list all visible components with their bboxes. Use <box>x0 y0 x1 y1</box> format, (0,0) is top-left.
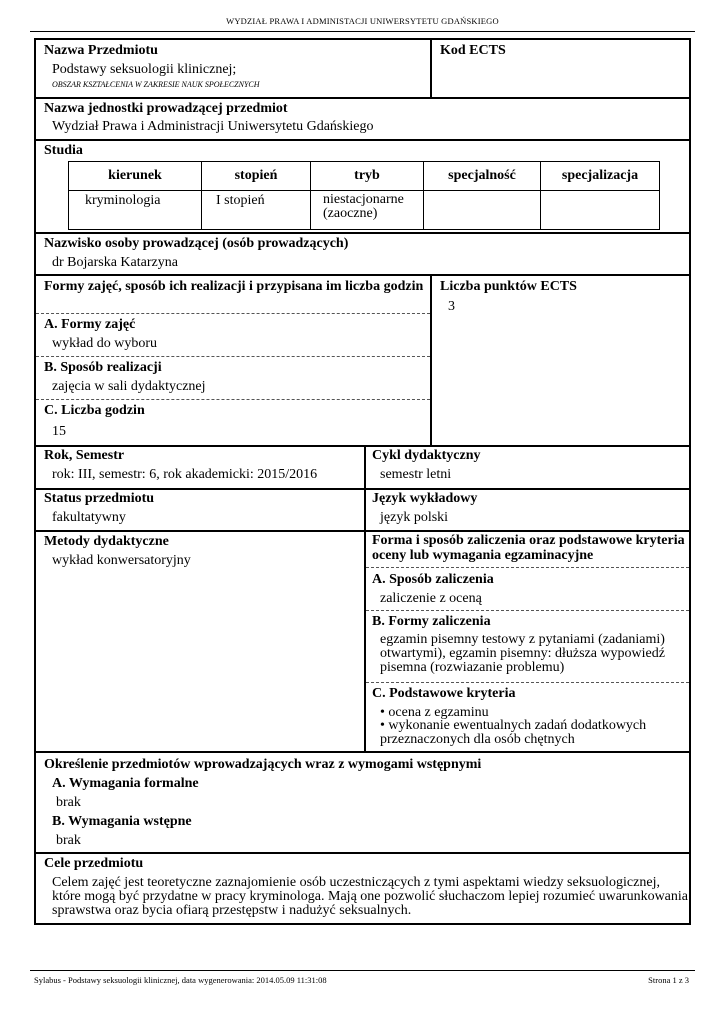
methods-value: wykład konwersatoryjny <box>52 553 191 568</box>
prereq-b-value: brak <box>56 833 81 848</box>
footer-divider <box>30 970 695 971</box>
studies-table <box>68 161 660 230</box>
teacher-label: Nazwisko osoby prowadzącej (osób prowadzących) <box>44 236 349 251</box>
divider <box>366 567 689 568</box>
divider <box>34 751 691 753</box>
studies-header-cell: tryb <box>311 162 424 191</box>
divider <box>34 445 691 447</box>
divider <box>34 232 691 234</box>
divider <box>430 38 432 97</box>
divider <box>34 97 691 99</box>
studies-header-cell: specjalizacja <box>541 162 660 191</box>
assessment-b-label: B. Formy zaliczenia <box>372 614 491 629</box>
assessment-a-value: zaliczenie z oceną <box>380 591 482 606</box>
unit-value: Wydział Prawa i Administracji Uniwersytetu Gdańskiego <box>52 119 374 134</box>
ects-code-label: Kod ECTS <box>440 43 506 58</box>
divider <box>36 313 430 314</box>
divider <box>430 274 432 445</box>
studies-header-cell: specjalność <box>424 162 541 191</box>
page-footer-title: Sylabus - Podstawy seksuologii klinicznej, data wygenerowania: 2014.05.09 11:31:08 <box>34 975 327 985</box>
assessment-a-label: A. Sposób zaliczenia <box>372 572 494 587</box>
studies-cell: I stopień <box>202 191 311 230</box>
studies-cell <box>541 191 660 230</box>
studies-cell <box>424 191 541 230</box>
ects-points-label: Liczba punktów ECTS <box>440 279 577 294</box>
divider <box>366 682 689 683</box>
language-value: język polski <box>380 510 449 525</box>
studies-header-cell: kierunek <box>69 162 202 191</box>
ects-points-value: 3 <box>448 299 455 314</box>
assessment-b-value: egzamin pisemny testowy z pytaniami (zadaniami) otwartymi), egzamin pisemny: dłuższa wypowiedź pisemna (rozwiazanie problemu) <box>380 632 665 675</box>
goals-label: Cele przedmiotu <box>44 856 144 871</box>
unit-label: Nazwa jednostki prowadzącej przedmiot <box>44 101 288 116</box>
divider <box>36 399 430 400</box>
studies-header-row <box>69 162 660 191</box>
divider <box>34 530 691 532</box>
cycle-value: semestr letni <box>380 467 452 482</box>
prereq-a-label: A. Wymagania formalne <box>52 776 199 791</box>
divider <box>364 445 366 751</box>
teacher-value: dr Bojarska Katarzyna <box>52 255 178 270</box>
subject-value: Podstawy seksuologii klinicznej; <box>52 62 237 77</box>
forms-label: Formy zajęć, sposób ich realizacji i przypisana im liczba godzin <box>44 279 424 294</box>
prereq-a-value: brak <box>56 795 81 810</box>
header-divider <box>30 31 695 32</box>
language-label: Język wykładowy <box>372 491 478 506</box>
assessment-c-item: • ocena z egzaminu <box>380 705 489 720</box>
forms-c-value: 15 <box>52 424 66 439</box>
studies-cell: kryminologia <box>69 191 202 230</box>
studies-cell: niestacjonarne (zaoczne) <box>311 191 424 230</box>
year-label: Rok, Semestr <box>44 448 125 463</box>
assessment-label: Forma i sposób zaliczenia oraz podstawowe kryteria oceny lub wymagania egzaminacyjne <box>372 533 685 563</box>
page-header: WYDZIAŁ PRAWA I ADMINISTACJI UNIWERSYTETU GDAŃSKIEGO <box>226 16 499 26</box>
page-number: Strona 1 z 3 <box>648 975 689 985</box>
divider <box>36 356 430 357</box>
year-value: rok: III, semestr: 6, rok akademicki: 2015/2016 <box>52 467 318 482</box>
goals-value: Celem zajęć jest teoretyczne zaznajomienie osób uczestniczących z tymi aspektami wiedzy seksuologicznej, które mogą być przydatne w pracy kryminologa. Mają one pozwolić słuchaczom lepiej rozumieć uwarunkowania sprawstwa oraz bycia ofiarą przestępstw i nadużyć seksualnych. <box>52 875 688 918</box>
assessment-c-label: C. Podstawowe kryteria <box>372 686 516 701</box>
forms-c-label: C. Liczba godzin <box>44 403 145 418</box>
studies-label: Studia <box>44 143 83 158</box>
prereq-label: Określenie przedmiotów wprowadzających wraz z wymogami wstępnymi <box>44 757 482 772</box>
subject-label: Nazwa Przedmiotu <box>44 43 158 58</box>
status-label: Status przedmiotu <box>44 491 155 506</box>
status-value: fakultatywny <box>52 510 126 525</box>
forms-a-label: A. Formy zajęć <box>44 317 136 332</box>
divider <box>34 139 691 141</box>
cycle-label: Cykl dydaktyczny <box>372 448 481 463</box>
forms-b-label: B. Sposób realizacji <box>44 360 162 375</box>
divider <box>366 610 689 611</box>
assessment-c-item: • wykonanie ewentualnych zadań dodatkowych przeznaczonych dla osób chętnych <box>380 718 647 747</box>
divider <box>34 274 691 276</box>
forms-a-value: wykład do wyboru <box>52 336 157 351</box>
prereq-b-label: B. Wymagania wstępne <box>52 814 192 829</box>
methods-label: Metody dydaktyczne <box>44 534 169 549</box>
studies-data-row <box>69 191 660 230</box>
divider <box>34 488 691 490</box>
forms-b-value: zajęcia w sali dydaktycznej <box>52 379 206 394</box>
studies-header-cell: stopień <box>202 162 311 191</box>
subject-note: OBSZAR KSZTAŁCENIA W ZAKRESIE NAUK SPOŁECZNYCH <box>52 80 260 89</box>
divider <box>34 852 691 854</box>
